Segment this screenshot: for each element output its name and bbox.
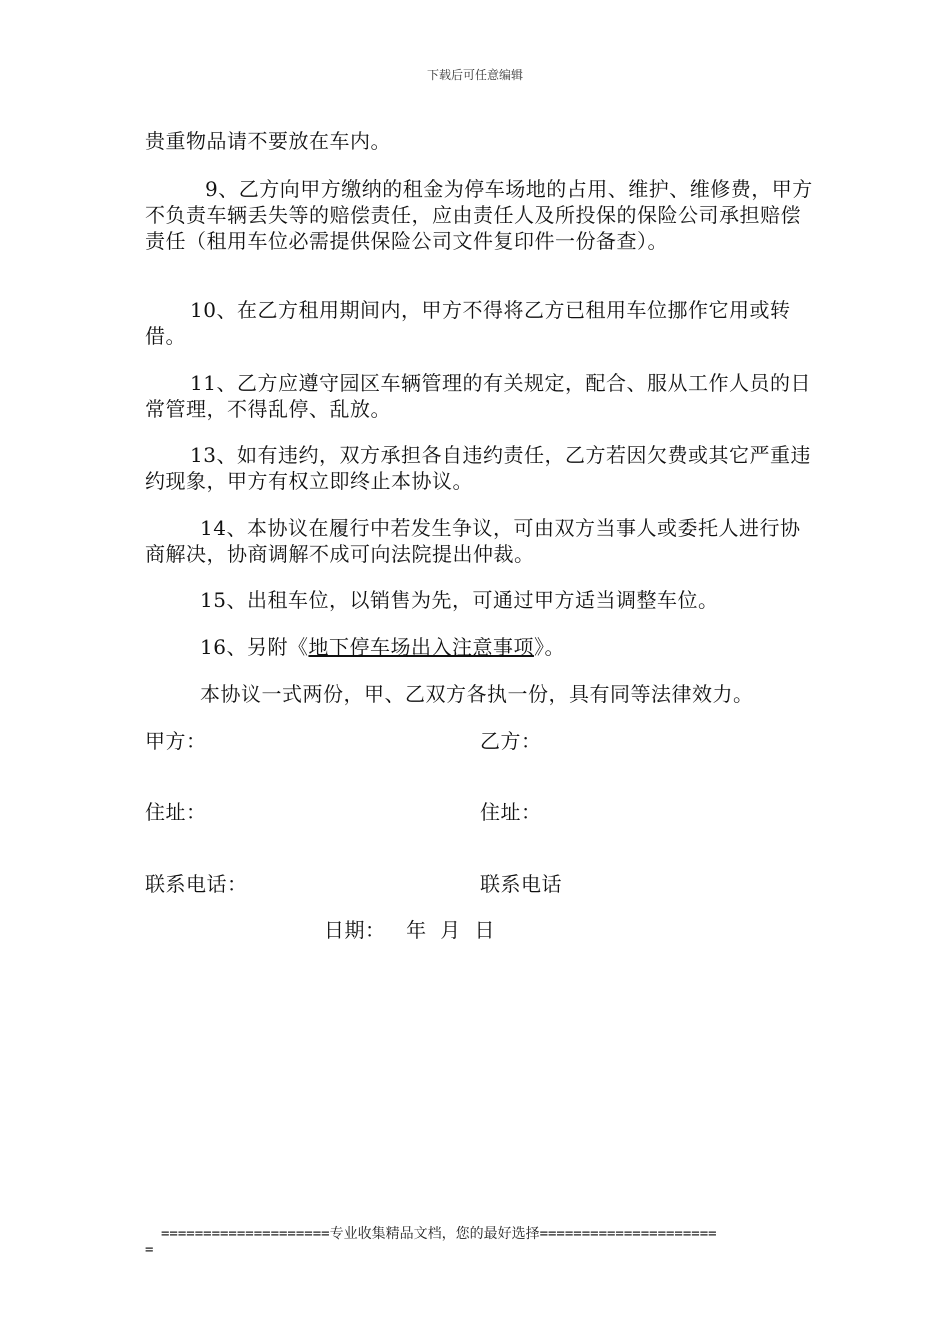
paragraph-clause-13: 13、如有违约，双方承担各自违约责任，乙方若因欠费或其它严重违约现象，甲方有权立即终止本协议。: [145, 443, 811, 493]
clause-16-prefix: 16、另附《: [200, 635, 309, 659]
paragraph-clause-10: 10、在乙方租用期间内，甲方不得将乙方已租用车位挪作它用或转借。: [145, 298, 791, 348]
address-a-label: 住址：: [145, 800, 207, 824]
party-b-label: 乙方：: [480, 729, 542, 753]
paragraph-clause-14: 14、本协议在履行中若发生争议，可由双方当事人或委托人进行协商解决，协商调解不成可向法院提出仲裁。: [145, 516, 801, 566]
paragraph-clause-11: 11、乙方应遵守园区车辆管理的有关规定，配合、服从工作人员的日常管理，不得乱停、乱放。: [145, 371, 811, 421]
paragraph-clause-16: [145, 634, 815, 660]
paragraph-copies: 本协议一式两份，甲、乙双方各执一份，具有同等法律效力。: [200, 682, 754, 706]
footer-line-1: ====================专业收集精品文档，您的最好选择=====================: [161, 1226, 717, 1242]
clause-16-suffix: 》。: [533, 635, 565, 659]
phone-b-label: 联系电话: [480, 872, 562, 896]
address-b-label: 住址：: [480, 800, 542, 824]
footer-line-2: =: [145, 1242, 154, 1258]
footer-banner: [145, 1226, 815, 1258]
date-line: 日期： 年 月 日: [324, 918, 496, 942]
phone-a-label: 联系电话：: [145, 872, 248, 896]
party-a-label: 甲方：: [145, 729, 207, 753]
paragraph-clause-15: 15、出租车位，以销售为先，可通过甲方适当调整车位。: [200, 588, 719, 612]
paragraph-clause-9: 9、乙方向甲方缴纳的租金为停车场地的占用、维护、维修费，甲方不负责车辆丢失等的赔偿责任，应由责任人及所投保的保险公司承担赔偿责任（租用车位必需提供保险公司文件复印件一份备查）。: [145, 177, 813, 253]
paragraph-continuation: 贵重物品请不要放在车内。: [145, 129, 391, 153]
attachment-title: 地下停车场出入注意事项: [308, 635, 534, 659]
header-note: 下载后可任意编辑: [426, 68, 523, 82]
